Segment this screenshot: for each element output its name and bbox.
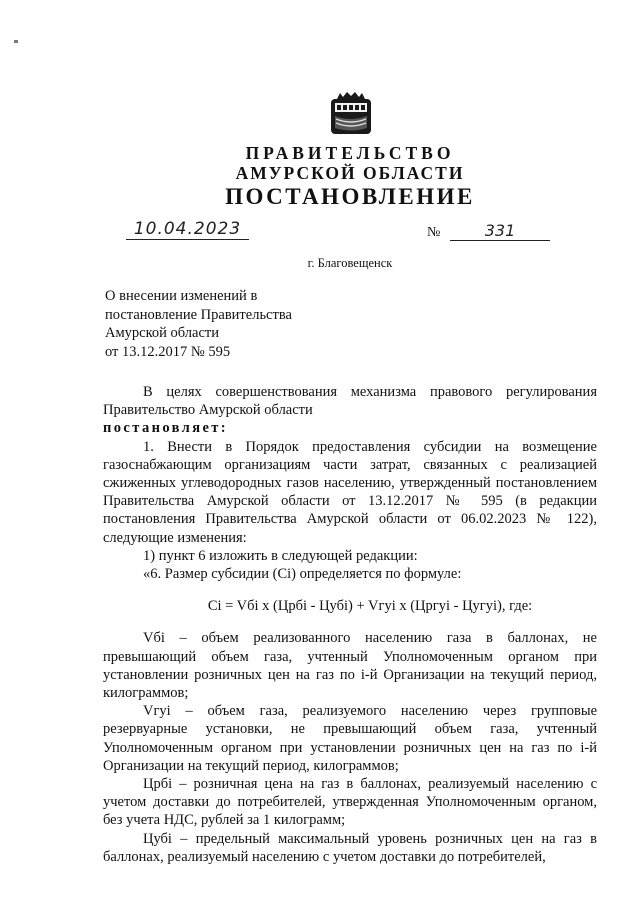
city: г. Благовещенск (307, 256, 393, 270)
subject-line: постановление Правительства (105, 306, 292, 323)
government-title: ПРАВИТЕЛЬСТВО (245, 143, 455, 163)
intro-paragraph: В целях совершенствования механизма правового регулирования Правительство Амурской области (103, 384, 597, 419)
document-body (103, 383, 597, 866)
paragraph-6: «6. Размер субсидии (Сi) определяется по формуле: (143, 566, 462, 583)
scan-mark (14, 40, 18, 43)
subject-line: О внесении изменений в (105, 288, 258, 304)
document-number: 331 (450, 221, 550, 241)
document-date: 10.04.2023 (126, 219, 249, 240)
definition-cubi: Цубi – предельный максимальный уровень розничных цен на газ в баллонах, реализуемый населению с учетом доставки до потребителей, (103, 830, 597, 865)
definition-crbi: Црбi – розничная цена на газ в баллонах, реализуемый населению с учетом доставки до потребителей, утвержденная Уполномоченным органом, без учета НДС, рублей за 1 килограмм; (103, 776, 597, 829)
item-1-paragraph: 1. Внести в Порядок предоставления субсидии на возмещение газоснабжающим организациям части затрат, связанных с реализацией сжиженных углеводородных газов населению, утвержденный постановлением Правительства Амурской области от 13.12.2017 № 595 (в редакции постановления Правительства Амурской области от 06.02.2023 № 122), следующие изменения: (103, 438, 597, 546)
decree-word: постановляет: (103, 420, 229, 437)
region-title: АМУРСКОЙ ОБЛАСТИ (235, 163, 465, 183)
number-label: № (427, 225, 441, 240)
subsidy-formula: Сi = Vбi x (Црбi - Цубi) + Vгуi x (Цргуi - Цугуi), где: (207, 598, 533, 615)
coat-of-arms-emblem (328, 92, 374, 136)
subject-line: от 13.12.2017 № 595 (105, 343, 231, 360)
document-type-title: ПОСТАНОВЛЕНИЕ (225, 184, 475, 209)
subject-line: Амурской области (105, 325, 219, 341)
definition-vbi: Vбi – объем реализованного населению газа в баллонах, не превышающий объем газа, учтенный Уполномоченным органом при установлении розничных цен на газ по i-й Организации на текущий период, килограммов; (103, 630, 597, 702)
subitem-1: 1) пункт 6 изложить в следующей редакции: (143, 547, 418, 564)
document-subject (105, 287, 292, 361)
definition-vgui: Vгуi – объем газа, реализуемого населению через групповые резервуарные установки, не превышающий объем газа, учтенный Уполномоченным органом при установлении розничных цен на газ по i-й Организации на текущий период, килограммов; (103, 703, 597, 774)
